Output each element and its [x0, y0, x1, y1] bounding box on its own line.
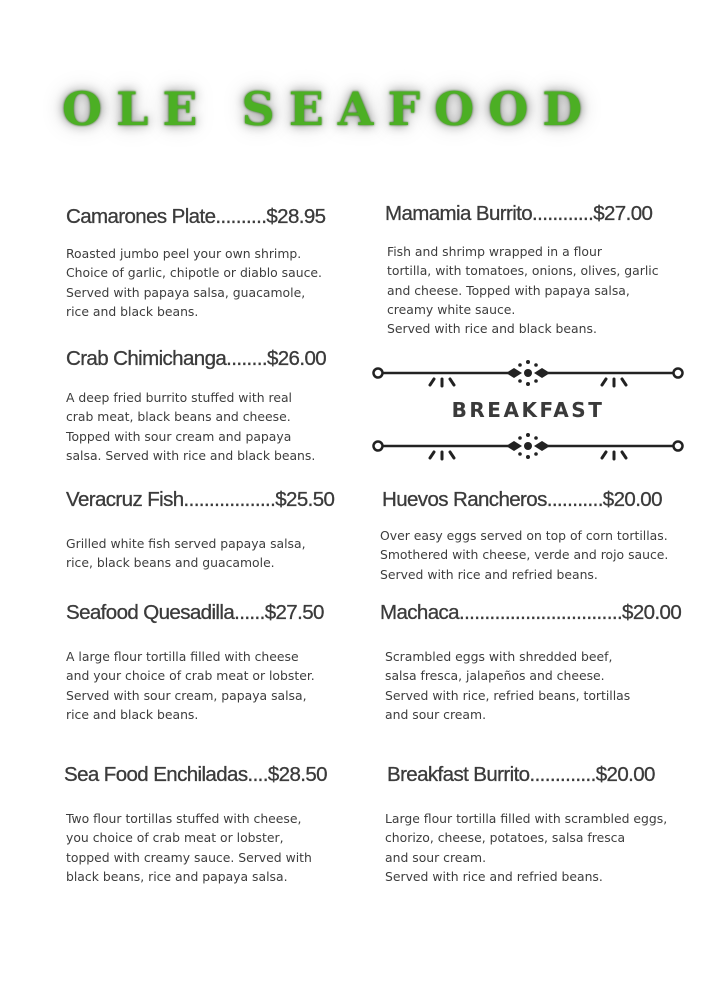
menu-item-crab-chimichanga	[66, 347, 326, 465]
restaurant-title: OLE SEAFOOD	[62, 82, 597, 136]
item-description: Fish and shrimp wrapped in a flour tortilla, with tomatoes, onions, olives, garlic and cheese. Topped with papaya salsa, creamy white sauce. Served with rice and black beans.	[387, 244, 659, 337]
menu-item-veracruz-fish	[66, 488, 334, 573]
item-name: Huevos Rancheros...........$20.00	[382, 488, 662, 511]
item-description: Grilled white fish served papaya salsa, rice, black beans and guacamole.	[66, 536, 306, 571]
item-name: Seafood Quesadilla......$27.50	[66, 601, 324, 624]
item-description: Two flour tortillas stuffed with cheese, you choice of crab meat or lobster, topped with creamy sauce. Served with black beans, rice and papaya salsa.	[66, 811, 312, 884]
menu-item-mamamia-burrito	[385, 202, 659, 338]
item-description: A deep fried burrito stuffed with real crab meat, black beans and cheese. Topped with sour cream and papaya salsa. Served with rice and black beans.	[66, 390, 316, 463]
item-name: Mamamia Burrito............$27.00	[385, 202, 653, 225]
menu-item-sea-food-enchiladas	[64, 763, 327, 886]
item-name: Veracruz Fish..................$25.50	[66, 488, 335, 511]
item-name: Crab Chimichanga........$26.00	[66, 347, 327, 370]
item-description: Roasted jumbo peel your own shrimp. Choice of garlic, chipotle or diablo sauce. Served with papaya salsa, guacamole, rice and black beans.	[66, 246, 322, 319]
item-description: A large flour tortilla filled with cheese and your choice of crab meat or lobster. Served with sour cream, papaya salsa, rice and black beans.	[66, 649, 315, 722]
item-description: Large flour tortilla filled with scrambled eggs, chorizo, cheese, potatoes, salsa fresca and sour cream. Served with rice and refried beans.	[385, 811, 668, 884]
item-name: Sea Food Enchiladas....$28.50	[64, 763, 327, 786]
item-description: Over easy eggs served on top of corn tortillas. Smothered with cheese, verde and rojo sauce. Served with rice and refried beans.	[380, 528, 669, 582]
menu-item-seafood-quesadilla	[66, 601, 324, 724]
menu-item-breakfast-burrito	[387, 763, 667, 886]
flourish-divider-top-icon	[370, 359, 686, 389]
menu-item-machaca	[380, 601, 681, 724]
menu-item-camarones-plate	[66, 205, 325, 321]
item-name: Breakfast Burrito.............$20.00	[387, 763, 655, 786]
item-name: Machaca................................$20.00	[380, 601, 682, 624]
item-name: Camarones Plate..........$28.95	[66, 205, 326, 228]
menu-item-huevos-rancheros	[382, 488, 668, 584]
item-description: Scrambled eggs with shredded beef, salsa fresca, jalapeños and cheese. Served with rice, refried beans, tortillas and sour cream.	[385, 649, 631, 722]
flourish-divider-bottom-icon	[370, 432, 686, 462]
breakfast-heading: BREAKFAST	[451, 398, 605, 422]
